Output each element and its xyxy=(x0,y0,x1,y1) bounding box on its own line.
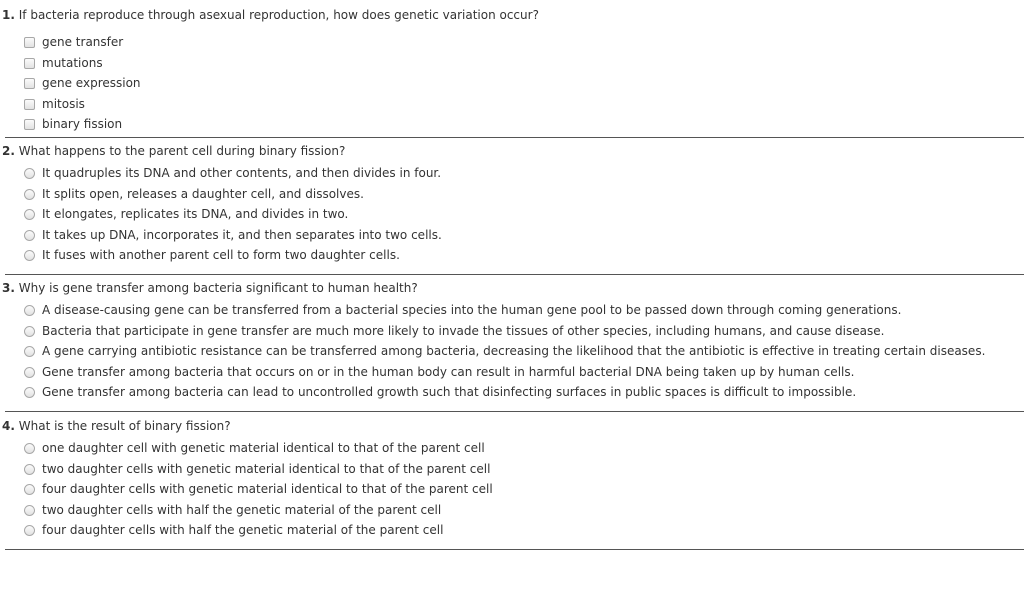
option-b[interactable] xyxy=(5,459,1024,480)
option-label: binary fission xyxy=(42,117,123,131)
option-a[interactable] xyxy=(5,300,1024,321)
radio-button[interactable] xyxy=(24,346,35,357)
option-label: It quadruples its DNA and other contents, and then divides in four. xyxy=(42,166,442,180)
option-d[interactable] xyxy=(5,500,1024,521)
question-3 xyxy=(2,275,1024,412)
option-label: Gene transfer among bacteria can lead to uncontrolled growth such that disinfecting surfaces in public spaces is difficult to impossible. xyxy=(42,385,857,399)
option-label: A gene carrying antibiotic resistance can be transferred among bacteria, decreasing the likelihood that the antibiotic is effective in treating certain diseases. xyxy=(42,344,986,358)
radio-button[interactable] xyxy=(24,505,35,516)
radio-button[interactable] xyxy=(24,326,35,337)
checkbox[interactable] xyxy=(24,99,35,110)
question-number: 2. xyxy=(2,144,15,158)
option-d[interactable] xyxy=(5,225,1024,246)
option-label: gene transfer xyxy=(42,35,124,49)
option-gene-transfer[interactable] xyxy=(5,32,1024,53)
option-c[interactable] xyxy=(5,204,1024,225)
question-4 xyxy=(2,412,1024,550)
radio-button[interactable] xyxy=(24,209,35,220)
option-label: four daughter cells with half the genetic material of the parent cell xyxy=(42,523,444,537)
radio-button[interactable] xyxy=(24,250,35,261)
options-list xyxy=(5,163,1024,266)
question-1-title xyxy=(2,6,1021,24)
option-label: mutations xyxy=(42,55,103,70)
checkbox[interactable] xyxy=(24,119,35,130)
option-a[interactable] xyxy=(5,438,1024,459)
option-d[interactable] xyxy=(5,362,1024,383)
option-label: four daughter cells with genetic material identical to that of the parent cell xyxy=(42,482,493,496)
question-3-title xyxy=(2,279,1021,297)
option-label: two daughter cells with half the genetic material of the parent cell xyxy=(42,502,442,517)
question-number: 4. xyxy=(2,419,15,433)
question-2-title xyxy=(2,142,1021,160)
option-label: gene expression xyxy=(42,76,141,90)
radio-button[interactable] xyxy=(24,168,35,179)
options-list xyxy=(5,300,1024,403)
radio-button[interactable] xyxy=(24,230,35,241)
option-c[interactable] xyxy=(5,479,1024,500)
option-a[interactable] xyxy=(5,163,1024,184)
question-1 xyxy=(2,0,1024,138)
question-text: What happens to the parent cell during binary fission? xyxy=(18,144,346,158)
checkbox[interactable] xyxy=(24,78,35,89)
option-b[interactable] xyxy=(5,184,1024,205)
option-label: Bacteria that participate in gene transfer are much more likely to invade the tissues of other species, including humans, and cause disease. xyxy=(42,323,885,338)
radio-button[interactable] xyxy=(24,189,35,200)
question-4-title xyxy=(2,417,1021,435)
option-label: It elongates, replicates its DNA, and divides in two. xyxy=(42,207,349,221)
radio-button[interactable] xyxy=(24,367,35,378)
option-label: one daughter cell with genetic material identical to that of the parent cell xyxy=(42,441,485,455)
question-text: What is the result of binary fission? xyxy=(18,419,231,433)
option-c[interactable] xyxy=(5,341,1024,362)
question-2 xyxy=(2,138,1024,275)
option-label: It fuses with another parent cell to form two daughter cells. xyxy=(42,248,400,262)
option-e[interactable] xyxy=(5,245,1024,266)
option-mutations[interactable] xyxy=(5,53,1024,74)
question-text: Why is gene transfer among bacteria significant to human health? xyxy=(18,281,418,295)
radio-button[interactable] xyxy=(24,305,35,316)
option-label: It splits open, releases a daughter cell, and dissolves. xyxy=(42,186,364,201)
radio-button[interactable] xyxy=(24,443,35,454)
radio-button[interactable] xyxy=(24,525,35,536)
radio-button[interactable] xyxy=(24,464,35,475)
option-binary-fission[interactable] xyxy=(5,114,1024,135)
radio-button[interactable] xyxy=(24,387,35,398)
option-label: Gene transfer among bacteria that occurs on or in the human body can result in harmful bacterial DNA being taken up by human cells. xyxy=(42,364,855,379)
checkbox[interactable] xyxy=(24,37,35,48)
option-mitosis[interactable] xyxy=(5,94,1024,115)
options-list xyxy=(5,438,1024,541)
option-label: It takes up DNA, incorporates it, and then separates into two cells. xyxy=(42,227,442,242)
option-label: mitosis xyxy=(42,96,85,111)
option-label: A disease-causing gene can be transferred from a bacterial species into the human gene pool to be passed down through coming generations. xyxy=(42,303,902,317)
option-b[interactable] xyxy=(5,321,1024,342)
options-list xyxy=(5,32,1024,135)
option-label: two daughter cells with genetic material identical to that of the parent cell xyxy=(42,461,491,476)
radio-button[interactable] xyxy=(24,484,35,495)
option-e[interactable] xyxy=(5,382,1024,403)
option-e[interactable] xyxy=(5,520,1024,541)
checkbox[interactable] xyxy=(24,58,35,69)
question-number: 3. xyxy=(2,281,15,295)
question-text: If bacteria reproduce through asexual reproduction, how does genetic variation occur? xyxy=(18,8,539,22)
option-gene-expression[interactable] xyxy=(5,73,1024,94)
question-number: 1. xyxy=(2,8,15,22)
